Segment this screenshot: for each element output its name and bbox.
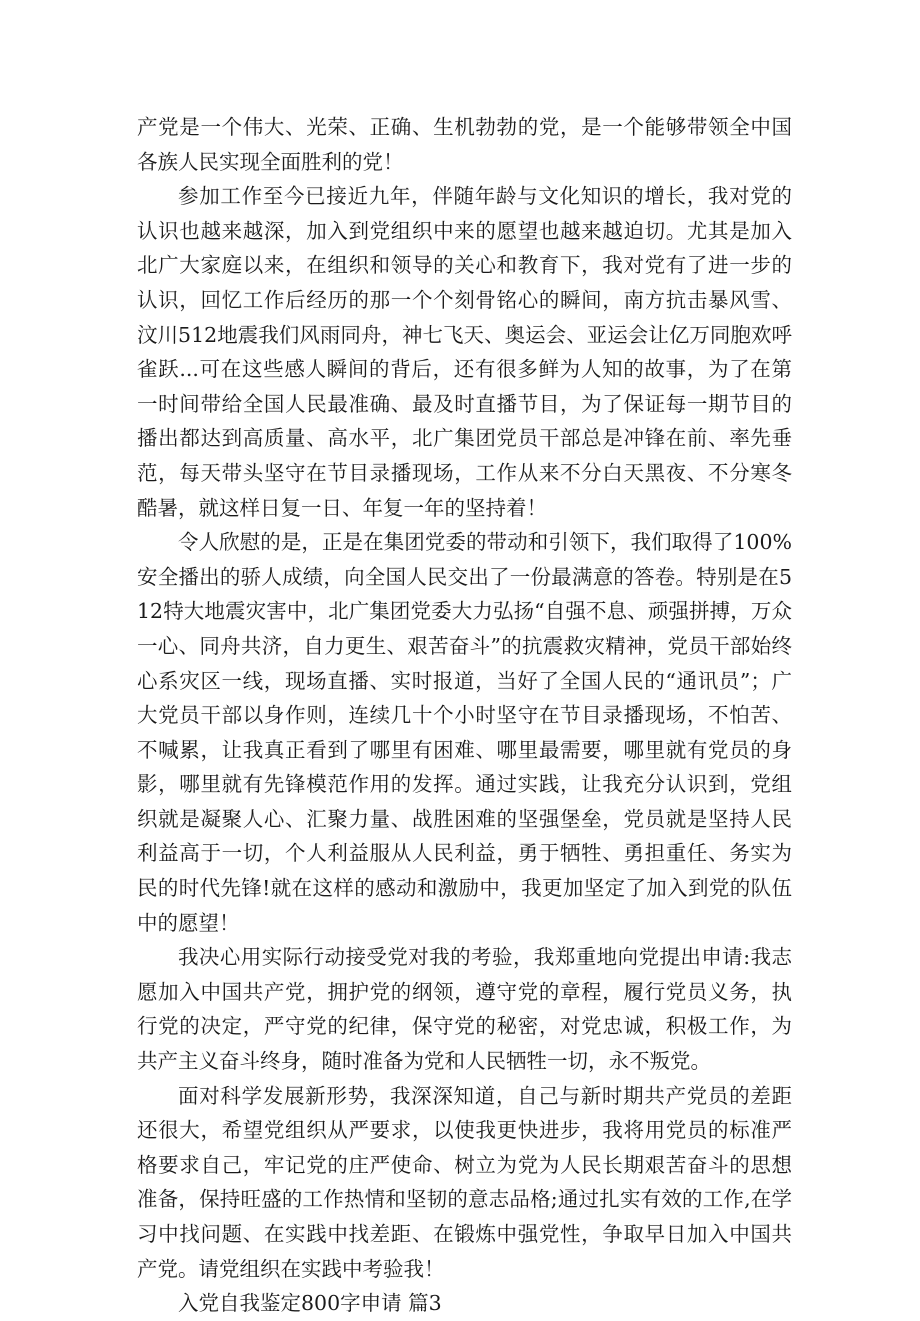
paragraph-1: 产党是一个伟大、光荣、正确、生机勃勃的党，是一个能够带领全中国各族人民实现全面胜利的党！ (137, 115, 792, 174)
paragraph-4: 我决心用实际行动接受党对我的考验，我郑重地向党提出申请:我志愿加入中国共产党，拥护党的纲领，遵守党的章程，履行党员义务，执行党的决定，严守党的纪律，保守党的秘密，对党忠诚，积极工作，为共产主义奋斗终身，随时准备为党和人民牺牲一切，永不叛党。 (137, 945, 792, 1074)
section-heading: 入党自我鉴定800字申请 篇3 (178, 1291, 442, 1316)
document-body (137, 110, 792, 1321)
paragraph-3: 令人欣慰的是，正是在集团党委的带动和引领下，我们取得了100%安全播出的骄人成绩，向全国人民交出了一份最满意的答卷。特别是在512特大地震灾害中，北广集团党委大力弘扬“自强不息、顽强拼搏，万众一心、同舟共济，自力更生、艰苦奋斗”的抗震救灾精神，党员干部始终心系灾区一线，现场直播、实时报道，当好了全国人民的“通讯员”；广大党员干部以身作则，连续几十个小时坚守在节目录播现场，不怕苦、不喊累，让我真正看到了哪里有困难、哪里最需要，哪里就有党员的身影，哪里就有先锋模范作用的发挥。通过实践，让我充分认识到，党组织就是凝聚人心、汇聚力量、战胜困难的坚强堡垒，党员就是坚持人民利益高于一切，个人利益服从人民利益，勇于牺牲、勇担重任、务实为民的时代先锋!就在这样的感动和激励中，我更加坚定了加入到党的队伍中的愿望！ (137, 530, 792, 935)
paragraph-5: 面对科学发展新形势，我深深知道，自己与新时期共产党员的差距还很大，希望党组织从严要求，以使我更快进步，我将用党员的标准严格要求自己，牢记党的庄严使命、树立为党为人民长期艰苦奋斗的思想准备，保持旺盛的工作热情和坚韧的意志品格;通过扎实有效的工作,在学习中找问题、在实践中找差距、在锻炼中强党性，争取早日加入中国共产党。请党组织在实践中考验我！ (137, 1083, 792, 1281)
paragraph-2: 参加工作至今已接近九年，伴随年龄与文化知识的增长，我对党的认识也越来越深，加入到党组织中来的愿望也越来越迫切。尤其是加入北广大家庭以来，在组织和领导的关心和教育下，我对党有了进一步的认识，回忆工作后经历的那一个个刻骨铭心的瞬间，南方抗击暴风雪、汶川512地震我们风雨同舟，神七飞天、奥运会、亚运会让亿万同胞欢呼雀跃...可在这些感人瞬间的背后，还有很多鲜为人知的故事，为了在第一时间带给全国人民最准确、最及时直播节目，为了保证每一期节目的播出都达到高质量、高水平，北广集团党员干部总是冲锋在前、率先垂范，每天带头坚守在节目录播现场，工作从来不分白天黑夜、不分寒冬酷暑，就这样日复一日、年复一年的坚持着！ (137, 184, 792, 520)
